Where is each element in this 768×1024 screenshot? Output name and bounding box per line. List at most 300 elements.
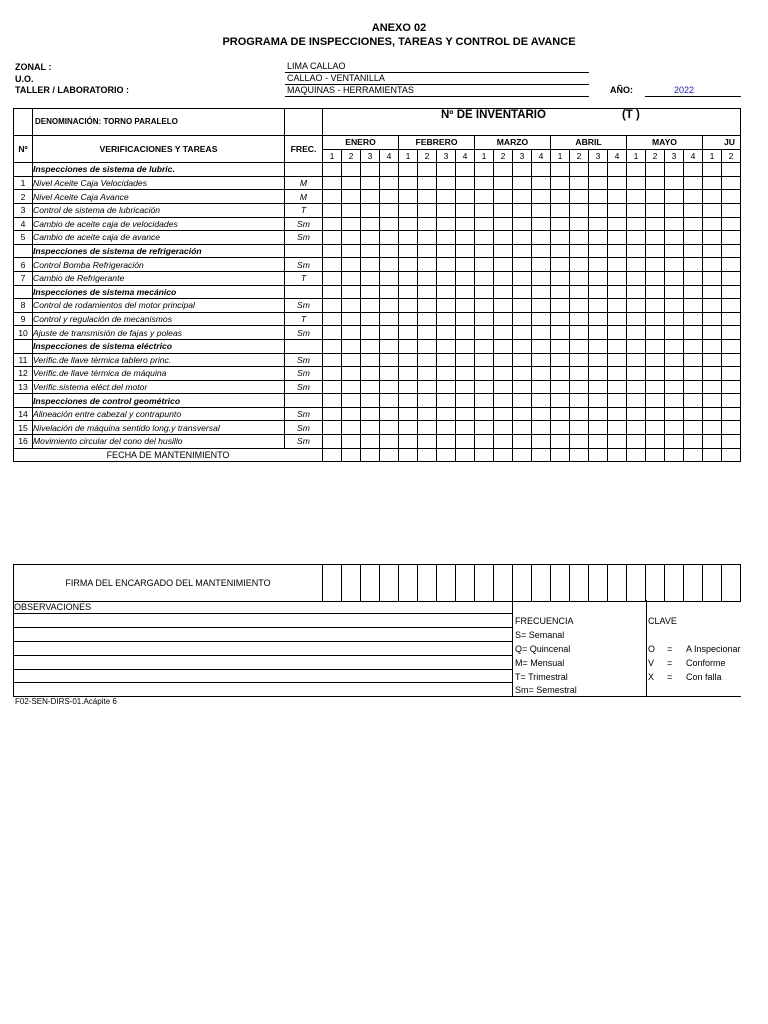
week-check-cell[interactable]	[513, 394, 532, 408]
week-check-cell[interactable]	[684, 271, 703, 285]
week-check-cell[interactable]	[703, 176, 722, 190]
week-check-cell[interactable]	[684, 367, 703, 381]
week-check-cell[interactable]	[399, 285, 418, 299]
week-check-cell[interactable]	[437, 380, 456, 394]
week-check-cell[interactable]	[513, 407, 532, 421]
week-check-cell[interactable]	[418, 312, 437, 326]
week-check-cell[interactable]	[418, 380, 437, 394]
week-check-cell[interactable]	[665, 285, 684, 299]
week-check-cell[interactable]	[342, 203, 361, 217]
signature-cell[interactable]	[703, 565, 722, 602]
week-check-cell[interactable]	[494, 367, 513, 381]
week-check-cell[interactable]	[570, 407, 589, 421]
week-check-cell[interactable]	[418, 231, 437, 245]
signature-cell[interactable]	[456, 565, 475, 602]
week-check-cell[interactable]	[570, 285, 589, 299]
week-check-cell[interactable]	[551, 299, 570, 313]
week-check-cell[interactable]	[380, 435, 399, 449]
week-check-cell[interactable]	[513, 299, 532, 313]
week-check-cell[interactable]	[399, 244, 418, 258]
week-check-cell[interactable]	[551, 217, 570, 231]
week-check-cell[interactable]	[475, 203, 494, 217]
signature-cell[interactable]	[627, 565, 646, 602]
week-check-cell[interactable]	[570, 176, 589, 190]
week-check-cell[interactable]	[646, 217, 665, 231]
week-check-cell[interactable]	[361, 367, 380, 381]
week-check-cell[interactable]	[589, 203, 608, 217]
week-check-cell[interactable]	[589, 312, 608, 326]
week-check-cell[interactable]	[665, 326, 684, 340]
week-check-cell[interactable]	[532, 190, 551, 204]
week-check-cell[interactable]	[703, 271, 722, 285]
week-check-cell[interactable]	[361, 258, 380, 272]
week-check-cell[interactable]	[342, 407, 361, 421]
week-check-cell[interactable]	[703, 258, 722, 272]
week-check-cell[interactable]	[494, 203, 513, 217]
week-check-cell[interactable]	[418, 176, 437, 190]
week-check-cell[interactable]	[475, 190, 494, 204]
week-check-cell[interactable]	[646, 203, 665, 217]
maintenance-date-cell[interactable]	[475, 448, 494, 462]
week-check-cell[interactable]	[380, 163, 399, 177]
week-check-cell[interactable]	[323, 271, 342, 285]
week-check-cell[interactable]	[665, 380, 684, 394]
week-check-cell[interactable]	[646, 285, 665, 299]
week-check-cell[interactable]	[722, 258, 741, 272]
week-check-cell[interactable]	[437, 217, 456, 231]
signature-cell[interactable]	[608, 565, 627, 602]
week-check-cell[interactable]	[513, 435, 532, 449]
week-check-cell[interactable]	[399, 203, 418, 217]
week-check-cell[interactable]	[437, 244, 456, 258]
week-check-cell[interactable]	[703, 339, 722, 353]
maintenance-date-cell[interactable]	[437, 448, 456, 462]
week-check-cell[interactable]	[608, 190, 627, 204]
maintenance-date-cell[interactable]	[513, 448, 532, 462]
week-check-cell[interactable]	[475, 231, 494, 245]
week-check-cell[interactable]	[589, 394, 608, 408]
week-check-cell[interactable]	[456, 326, 475, 340]
week-check-cell[interactable]	[589, 353, 608, 367]
week-check-cell[interactable]	[437, 367, 456, 381]
week-check-cell[interactable]	[627, 339, 646, 353]
week-check-cell[interactable]	[532, 367, 551, 381]
week-check-cell[interactable]	[361, 394, 380, 408]
week-check-cell[interactable]	[646, 271, 665, 285]
week-check-cell[interactable]	[323, 339, 342, 353]
week-check-cell[interactable]	[722, 380, 741, 394]
week-check-cell[interactable]	[551, 339, 570, 353]
week-check-cell[interactable]	[722, 271, 741, 285]
maintenance-date-cell[interactable]	[418, 448, 437, 462]
week-check-cell[interactable]	[665, 258, 684, 272]
week-check-cell[interactable]	[703, 407, 722, 421]
week-check-cell[interactable]	[437, 258, 456, 272]
week-check-cell[interactable]	[532, 380, 551, 394]
week-check-cell[interactable]	[551, 380, 570, 394]
week-check-cell[interactable]	[399, 163, 418, 177]
week-check-cell[interactable]	[627, 176, 646, 190]
week-check-cell[interactable]	[684, 203, 703, 217]
week-check-cell[interactable]	[380, 326, 399, 340]
week-check-cell[interactable]	[494, 312, 513, 326]
week-check-cell[interactable]	[342, 163, 361, 177]
week-check-cell[interactable]	[399, 367, 418, 381]
week-check-cell[interactable]	[570, 435, 589, 449]
week-check-cell[interactable]	[608, 299, 627, 313]
week-check-cell[interactable]	[570, 299, 589, 313]
week-check-cell[interactable]	[399, 176, 418, 190]
week-check-cell[interactable]	[475, 244, 494, 258]
week-check-cell[interactable]	[380, 367, 399, 381]
week-check-cell[interactable]	[418, 244, 437, 258]
week-check-cell[interactable]	[342, 285, 361, 299]
week-check-cell[interactable]	[589, 258, 608, 272]
week-check-cell[interactable]	[456, 203, 475, 217]
week-check-cell[interactable]	[418, 203, 437, 217]
week-check-cell[interactable]	[589, 176, 608, 190]
week-check-cell[interactable]	[418, 163, 437, 177]
week-check-cell[interactable]	[342, 339, 361, 353]
week-check-cell[interactable]	[608, 394, 627, 408]
maintenance-date-cell[interactable]	[703, 448, 722, 462]
week-check-cell[interactable]	[589, 217, 608, 231]
week-check-cell[interactable]	[532, 326, 551, 340]
week-check-cell[interactable]	[551, 231, 570, 245]
week-check-cell[interactable]	[399, 353, 418, 367]
week-check-cell[interactable]	[475, 285, 494, 299]
week-check-cell[interactable]	[323, 231, 342, 245]
week-check-cell[interactable]	[627, 326, 646, 340]
week-check-cell[interactable]	[665, 367, 684, 381]
week-check-cell[interactable]	[399, 421, 418, 435]
week-check-cell[interactable]	[665, 435, 684, 449]
week-check-cell[interactable]	[703, 435, 722, 449]
week-check-cell[interactable]	[608, 176, 627, 190]
week-check-cell[interactable]	[722, 421, 741, 435]
week-check-cell[interactable]	[361, 326, 380, 340]
week-check-cell[interactable]	[665, 339, 684, 353]
week-check-cell[interactable]	[513, 203, 532, 217]
week-check-cell[interactable]	[608, 258, 627, 272]
week-check-cell[interactable]	[475, 217, 494, 231]
week-check-cell[interactable]	[399, 435, 418, 449]
week-check-cell[interactable]	[570, 203, 589, 217]
week-check-cell[interactable]	[456, 394, 475, 408]
week-check-cell[interactable]	[380, 176, 399, 190]
week-check-cell[interactable]	[646, 421, 665, 435]
week-check-cell[interactable]	[551, 285, 570, 299]
week-check-cell[interactable]	[570, 312, 589, 326]
week-check-cell[interactable]	[551, 394, 570, 408]
week-check-cell[interactable]	[646, 299, 665, 313]
week-check-cell[interactable]	[456, 435, 475, 449]
week-check-cell[interactable]	[627, 421, 646, 435]
week-check-cell[interactable]	[437, 394, 456, 408]
week-check-cell[interactable]	[361, 435, 380, 449]
week-check-cell[interactable]	[361, 176, 380, 190]
week-check-cell[interactable]	[570, 326, 589, 340]
week-check-cell[interactable]	[532, 312, 551, 326]
week-check-cell[interactable]	[475, 394, 494, 408]
week-check-cell[interactable]	[380, 244, 399, 258]
week-check-cell[interactable]	[399, 231, 418, 245]
signature-cell[interactable]	[532, 565, 551, 602]
week-check-cell[interactable]	[323, 312, 342, 326]
week-check-cell[interactable]	[323, 380, 342, 394]
week-check-cell[interactable]	[494, 326, 513, 340]
week-check-cell[interactable]	[456, 299, 475, 313]
week-check-cell[interactable]	[380, 271, 399, 285]
week-check-cell[interactable]	[342, 244, 361, 258]
week-check-cell[interactable]	[323, 203, 342, 217]
week-check-cell[interactable]	[627, 190, 646, 204]
week-check-cell[interactable]	[722, 339, 741, 353]
week-check-cell[interactable]	[532, 217, 551, 231]
week-check-cell[interactable]	[494, 435, 513, 449]
week-check-cell[interactable]	[456, 244, 475, 258]
week-check-cell[interactable]	[418, 326, 437, 340]
week-check-cell[interactable]	[570, 163, 589, 177]
week-check-cell[interactable]	[323, 217, 342, 231]
week-check-cell[interactable]	[703, 163, 722, 177]
week-check-cell[interactable]	[399, 394, 418, 408]
week-check-cell[interactable]	[627, 258, 646, 272]
week-check-cell[interactable]	[437, 231, 456, 245]
week-check-cell[interactable]	[494, 217, 513, 231]
week-check-cell[interactable]	[627, 271, 646, 285]
week-check-cell[interactable]	[475, 407, 494, 421]
week-check-cell[interactable]	[722, 217, 741, 231]
week-check-cell[interactable]	[608, 353, 627, 367]
week-check-cell[interactable]	[589, 231, 608, 245]
week-check-cell[interactable]	[722, 394, 741, 408]
week-check-cell[interactable]	[323, 244, 342, 258]
week-check-cell[interactable]	[418, 394, 437, 408]
week-check-cell[interactable]	[627, 203, 646, 217]
week-check-cell[interactable]	[494, 380, 513, 394]
week-check-cell[interactable]	[703, 217, 722, 231]
week-check-cell[interactable]	[456, 367, 475, 381]
week-check-cell[interactable]	[494, 244, 513, 258]
week-check-cell[interactable]	[532, 339, 551, 353]
week-check-cell[interactable]	[418, 217, 437, 231]
week-check-cell[interactable]	[703, 367, 722, 381]
week-check-cell[interactable]	[703, 190, 722, 204]
week-check-cell[interactable]	[551, 326, 570, 340]
week-check-cell[interactable]	[494, 176, 513, 190]
week-check-cell[interactable]	[665, 407, 684, 421]
week-check-cell[interactable]	[646, 176, 665, 190]
week-check-cell[interactable]	[323, 285, 342, 299]
week-check-cell[interactable]	[570, 258, 589, 272]
week-check-cell[interactable]	[456, 380, 475, 394]
week-check-cell[interactable]	[475, 176, 494, 190]
week-check-cell[interactable]	[513, 244, 532, 258]
week-check-cell[interactable]	[722, 299, 741, 313]
week-check-cell[interactable]	[323, 326, 342, 340]
week-check-cell[interactable]	[513, 285, 532, 299]
week-check-cell[interactable]	[646, 244, 665, 258]
week-check-cell[interactable]	[608, 244, 627, 258]
maintenance-date-cell[interactable]	[532, 448, 551, 462]
week-check-cell[interactable]	[722, 407, 741, 421]
week-check-cell[interactable]	[570, 217, 589, 231]
week-check-cell[interactable]	[684, 299, 703, 313]
week-check-cell[interactable]	[570, 394, 589, 408]
week-check-cell[interactable]	[570, 231, 589, 245]
week-check-cell[interactable]	[456, 271, 475, 285]
week-check-cell[interactable]	[399, 299, 418, 313]
week-check-cell[interactable]	[494, 258, 513, 272]
week-check-cell[interactable]	[551, 353, 570, 367]
week-check-cell[interactable]	[589, 407, 608, 421]
week-check-cell[interactable]	[361, 407, 380, 421]
week-check-cell[interactable]	[570, 367, 589, 381]
week-check-cell[interactable]	[361, 299, 380, 313]
week-check-cell[interactable]	[665, 394, 684, 408]
week-check-cell[interactable]	[437, 312, 456, 326]
week-check-cell[interactable]	[380, 421, 399, 435]
week-check-cell[interactable]	[323, 394, 342, 408]
week-check-cell[interactable]	[437, 176, 456, 190]
week-check-cell[interactable]	[703, 285, 722, 299]
week-check-cell[interactable]	[551, 407, 570, 421]
week-check-cell[interactable]	[342, 394, 361, 408]
week-check-cell[interactable]	[342, 271, 361, 285]
week-check-cell[interactable]	[513, 312, 532, 326]
week-check-cell[interactable]	[589, 326, 608, 340]
week-check-cell[interactable]	[418, 367, 437, 381]
week-check-cell[interactable]	[589, 421, 608, 435]
week-check-cell[interactable]	[399, 312, 418, 326]
week-check-cell[interactable]	[627, 367, 646, 381]
week-check-cell[interactable]	[646, 231, 665, 245]
signature-cell[interactable]	[323, 565, 342, 602]
week-check-cell[interactable]	[646, 435, 665, 449]
week-check-cell[interactable]	[665, 299, 684, 313]
week-check-cell[interactable]	[665, 176, 684, 190]
signature-cell[interactable]	[722, 565, 741, 602]
signature-cell[interactable]	[646, 565, 665, 602]
week-check-cell[interactable]	[608, 231, 627, 245]
week-check-cell[interactable]	[361, 190, 380, 204]
week-check-cell[interactable]	[608, 203, 627, 217]
week-check-cell[interactable]	[323, 353, 342, 367]
maintenance-date-cell[interactable]	[456, 448, 475, 462]
week-check-cell[interactable]	[380, 312, 399, 326]
week-check-cell[interactable]	[380, 258, 399, 272]
week-check-cell[interactable]	[627, 407, 646, 421]
week-check-cell[interactable]	[703, 380, 722, 394]
signature-cell[interactable]	[513, 565, 532, 602]
week-check-cell[interactable]	[323, 367, 342, 381]
week-check-cell[interactable]	[570, 380, 589, 394]
week-check-cell[interactable]	[437, 339, 456, 353]
week-check-cell[interactable]	[608, 435, 627, 449]
signature-cell[interactable]	[437, 565, 456, 602]
week-check-cell[interactable]	[380, 407, 399, 421]
week-check-cell[interactable]	[551, 176, 570, 190]
week-check-cell[interactable]	[646, 339, 665, 353]
week-check-cell[interactable]	[418, 353, 437, 367]
week-check-cell[interactable]	[513, 326, 532, 340]
week-check-cell[interactable]	[608, 326, 627, 340]
week-check-cell[interactable]	[437, 421, 456, 435]
week-check-cell[interactable]	[722, 231, 741, 245]
week-check-cell[interactable]	[475, 435, 494, 449]
week-check-cell[interactable]	[513, 176, 532, 190]
week-check-cell[interactable]	[665, 217, 684, 231]
week-check-cell[interactable]	[361, 285, 380, 299]
week-check-cell[interactable]	[722, 190, 741, 204]
week-check-cell[interactable]	[589, 285, 608, 299]
week-check-cell[interactable]	[627, 394, 646, 408]
week-check-cell[interactable]	[437, 285, 456, 299]
week-check-cell[interactable]	[494, 231, 513, 245]
week-check-cell[interactable]	[684, 353, 703, 367]
week-check-cell[interactable]	[437, 203, 456, 217]
week-check-cell[interactable]	[551, 163, 570, 177]
week-check-cell[interactable]	[399, 339, 418, 353]
week-check-cell[interactable]	[418, 407, 437, 421]
week-check-cell[interactable]	[361, 163, 380, 177]
week-check-cell[interactable]	[342, 176, 361, 190]
week-check-cell[interactable]	[722, 285, 741, 299]
week-check-cell[interactable]	[342, 367, 361, 381]
week-check-cell[interactable]	[475, 312, 494, 326]
week-check-cell[interactable]	[703, 353, 722, 367]
week-check-cell[interactable]	[589, 163, 608, 177]
maintenance-date-cell[interactable]	[589, 448, 608, 462]
week-check-cell[interactable]	[456, 339, 475, 353]
week-check-cell[interactable]	[361, 353, 380, 367]
signature-cell[interactable]	[494, 565, 513, 602]
week-check-cell[interactable]	[513, 421, 532, 435]
week-check-cell[interactable]	[361, 231, 380, 245]
week-check-cell[interactable]	[532, 285, 551, 299]
maintenance-date-cell[interactable]	[722, 448, 741, 462]
week-check-cell[interactable]	[722, 163, 741, 177]
week-check-cell[interactable]	[532, 435, 551, 449]
week-check-cell[interactable]	[684, 407, 703, 421]
week-check-cell[interactable]	[418, 190, 437, 204]
maintenance-date-cell[interactable]	[551, 448, 570, 462]
week-check-cell[interactable]	[608, 312, 627, 326]
week-check-cell[interactable]	[627, 299, 646, 313]
week-check-cell[interactable]	[627, 163, 646, 177]
signature-cell[interactable]	[551, 565, 570, 602]
week-check-cell[interactable]	[532, 163, 551, 177]
week-check-cell[interactable]	[589, 244, 608, 258]
week-check-cell[interactable]	[551, 271, 570, 285]
signature-cell[interactable]	[570, 565, 589, 602]
week-check-cell[interactable]	[418, 421, 437, 435]
week-check-cell[interactable]	[418, 299, 437, 313]
week-check-cell[interactable]	[608, 271, 627, 285]
week-check-cell[interactable]	[342, 312, 361, 326]
week-check-cell[interactable]	[703, 203, 722, 217]
week-check-cell[interactable]	[513, 217, 532, 231]
maintenance-date-cell[interactable]	[323, 448, 342, 462]
week-check-cell[interactable]	[456, 407, 475, 421]
week-check-cell[interactable]	[684, 312, 703, 326]
week-check-cell[interactable]	[323, 299, 342, 313]
week-check-cell[interactable]	[456, 285, 475, 299]
week-check-cell[interactable]	[494, 271, 513, 285]
week-check-cell[interactable]	[513, 231, 532, 245]
signature-cell[interactable]	[342, 565, 361, 602]
